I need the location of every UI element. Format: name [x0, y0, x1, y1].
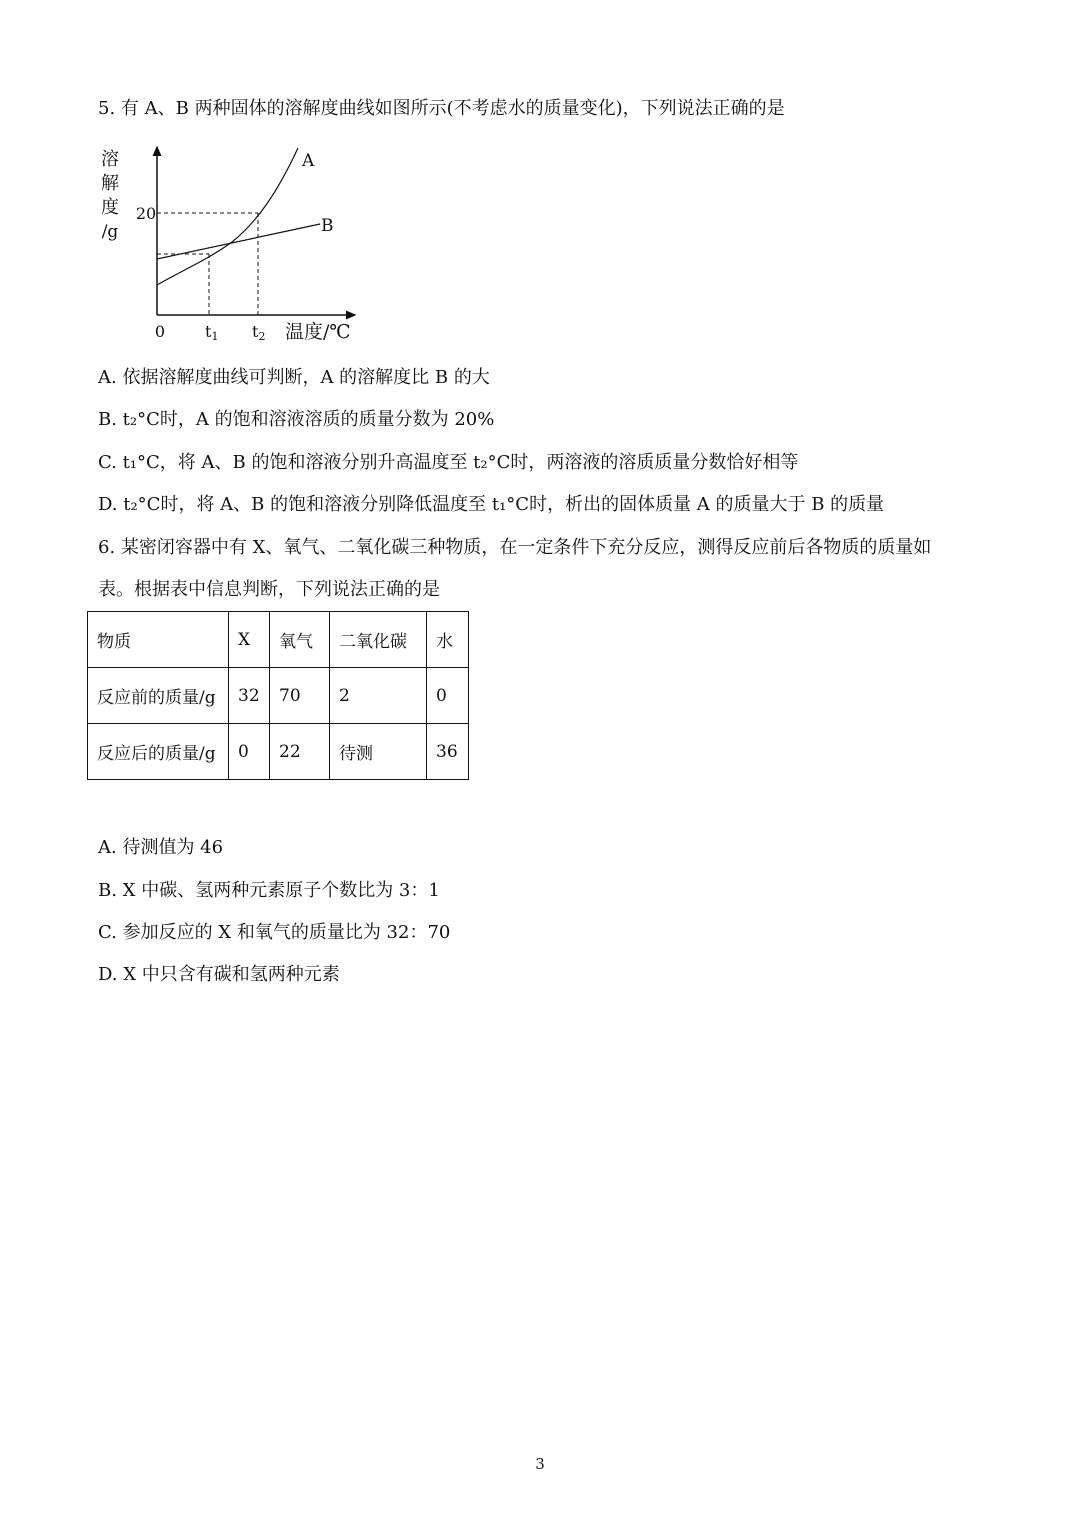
solubility-curve-graph [92, 138, 362, 348]
table-cell: 反应后的质量/g [88, 724, 229, 780]
y-axis-label-char: /g [101, 222, 119, 242]
y-axis-label-char: 度 [101, 197, 119, 218]
y-axis-label-char: 溶 [101, 149, 119, 170]
table-cell: 物质 [88, 612, 229, 668]
q6-option-d: D. X 中只含有碳和氢两种元素 [98, 964, 340, 985]
table-cell: 70 [270, 668, 330, 724]
table-cell: 0 [229, 724, 270, 780]
x-tick-t2: t2 [252, 322, 266, 343]
table-row [88, 724, 469, 780]
origin-label: 0 [154, 322, 166, 341]
curve-a [157, 148, 298, 285]
table-cell: 水 [427, 612, 469, 668]
q6-option-c: C. 参加反应的 X 和氧气的质量比为 32：70 [98, 922, 451, 943]
table-cell: 2 [330, 668, 427, 724]
q6-option-b: B. X 中碳、氢两种元素原子个数比为 3：1 [98, 880, 440, 901]
y-axis-label-char: 解 [101, 173, 119, 194]
table-cell: 22 [270, 724, 330, 780]
table-cell: 36 [427, 724, 469, 780]
y-tick-20: 20 [135, 204, 157, 223]
question-6-stem-line-2: 表。根据表中信息判断，下列说法正确的是 [98, 579, 440, 600]
table-header-row [88, 612, 469, 668]
page-number: 3 [535, 1455, 545, 1473]
curve-a-label: A [302, 151, 315, 171]
x-axis-label: 温度/℃ [285, 321, 351, 343]
table-cell: 待测 [330, 724, 427, 780]
curve-b-label: B [321, 216, 334, 236]
q5-option-b: B. t₂°C时，A 的饱和溶液溶质的质量分数为 20% [98, 409, 495, 430]
x-tick-t1: t1 [205, 322, 219, 343]
table-cell: 二氧化碳 [330, 612, 427, 668]
q5-option-d: D. t₂°C时，将 A、B 的饱和溶液分别降低温度至 t₁°C时，析出的固体质量 A 的质量大于 B 的质量 [98, 494, 885, 515]
q5-option-c: C. t₁°C，将 A、B 的饱和溶液分别升高温度至 t₂°C时，两溶液的溶质质量分数恰好相等 [98, 452, 799, 473]
question-5-stem: 5. 有 A、B 两种固体的溶解度曲线如图所示(不考虑水的质量变化)，下列说法正确的是 [98, 98, 785, 119]
table-cell: X [229, 612, 270, 668]
table-row [88, 668, 469, 724]
q6-option-a: A. 待测值为 46 [98, 837, 224, 858]
q5-option-a: A. 依据溶解度曲线可判断，A 的溶解度比 B 的大 [98, 367, 490, 388]
question-6-stem-line-1: 6. 某密闭容器中有 X、氧气、二氧化碳三种物质，在一定条件下充分反应，测得反应前后各物质的质量如 [98, 537, 932, 558]
table-cell: 氧气 [270, 612, 330, 668]
table-cell: 32 [229, 668, 270, 724]
mass-table [87, 611, 469, 780]
table-cell: 反应前的质量/g [88, 668, 229, 724]
table-cell: 0 [427, 668, 469, 724]
